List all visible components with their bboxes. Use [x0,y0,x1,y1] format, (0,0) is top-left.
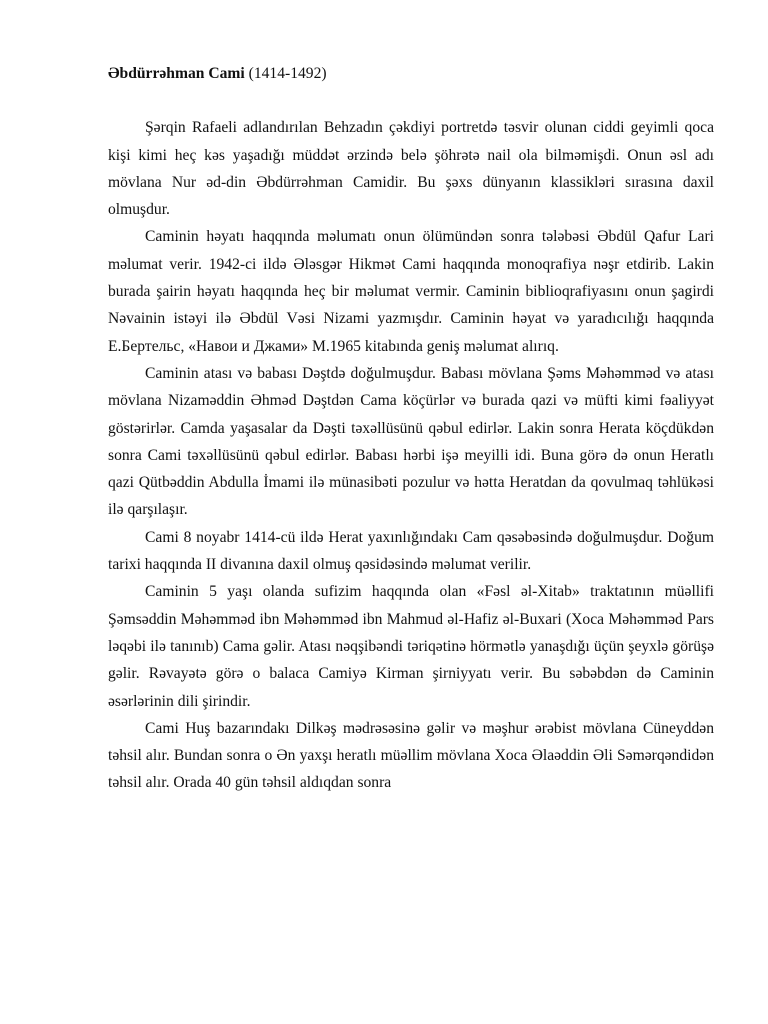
document-years: (1414-1492) [248,65,327,82]
paragraph-1: Şərqin Rafaeli adlandırılan Behzadın çəkdiyi portretdə təsvir olunan ciddi geyimli qoca kişi kimi heç kəs yaşadığı müddət ərzində belə şöhrətə nail ola bilməmişdi. Onun əsl adı mövlana Nur əd-din Əbdürrəhman Camidir. Bu şəxs dünyanın klassikləri sırasına daxil olmuşdur. [108,119,714,219]
paragraph-6: Cami Huş bazarındakı Dilkəş mədrəsəsinə gəlir və məşhur ərəbist mövlana Cüneyddən təhsil alır. Bundan sonra o Ən yaxşı heratlı müəllim mövlana Xoca Əlaəddin Əli Səmərqəndidən təhsil alır. Orada 40 gün təhsil aldıqdan sonra [108,719,714,792]
paragraph-4: Cami 8 noyabr 1414-cü ildə Herat yaxınlığındakı Cam qəsəbəsində doğulmuşdur. Doğum tarixi haqqında II divanına daxil olmuş qəsidəsində məlumat verilir. [108,528,714,574]
document-page [108,60,714,797]
document-heading [108,60,714,87]
paragraph-3: Caminin atası və babası Dəştdə doğulmuşdur. Babası mövlana Şəms Məhəmməd və atası mövlana Nizaməddin Əhməd Dəştdən Cama köçürlər və burada qazi və müfti kimi fəaliyyət göstərirlər. Camda yaşasalar da Dəşti təxəllüsünü qəbul edirlər. Lakin sonra Herata köçdükdən sonra Cami təxəllüsünü qəbul edirlər. Babası hərbi işə meyilli idi. Buna görə də onun Heratlı qazi Qütbəddin Abdulla İmami ilə münasibəti pozulur və hətta Heratdan da qovulmaq təhlükəsi ilə qarşılaşır. [108,364,714,519]
paragraph-5: Caminin 5 yaşı olanda sufizim haqqında olan «Fəsl əl-Xitab» traktatının müəllifi Şəmsəddin Məhəmməd ibn Məhəmməd ibn Mahmud əl-Hafiz əl-Buxari (Xoca Məhəmməd Pars ləqəbi ilə tanınıb) Cama gəlir. Atası nəqşibəndi təriqətinə hörmətlə yanaşdığı üçün şeyxlə görüşə gəlir. Rəvayətə görə o balaca Camiyə Kirman şirniyyatı verir. Bu səbəbdən də Caminin əsərlərinin dili şirindir. [108,583,714,710]
document-title: Əbdürrəhman Cami [108,65,245,82]
paragraph-2: Caminin həyatı haqqında məlumatı onun ölümündən sonra tələbəsi Əbdül Qafur Lari məlumat verir. 1942-ci ildə Ələsgər Hikmət Cami haqqında monoqrafiya nəşr etdirib. Lakin burada şairin həyatı haqqında heç bir məlumat vermir. Caminin biblioqrafiyasını onun şagirdi Nəvainin istəyi ilə Əbdül Vəsi Nizami yazmışdır. Caminin həyat və yaradıcılığı haqqında E.Бертельс, «Навои и Джами» M.1965 kitabında geniş məlumat alırıq. [108,228,714,355]
